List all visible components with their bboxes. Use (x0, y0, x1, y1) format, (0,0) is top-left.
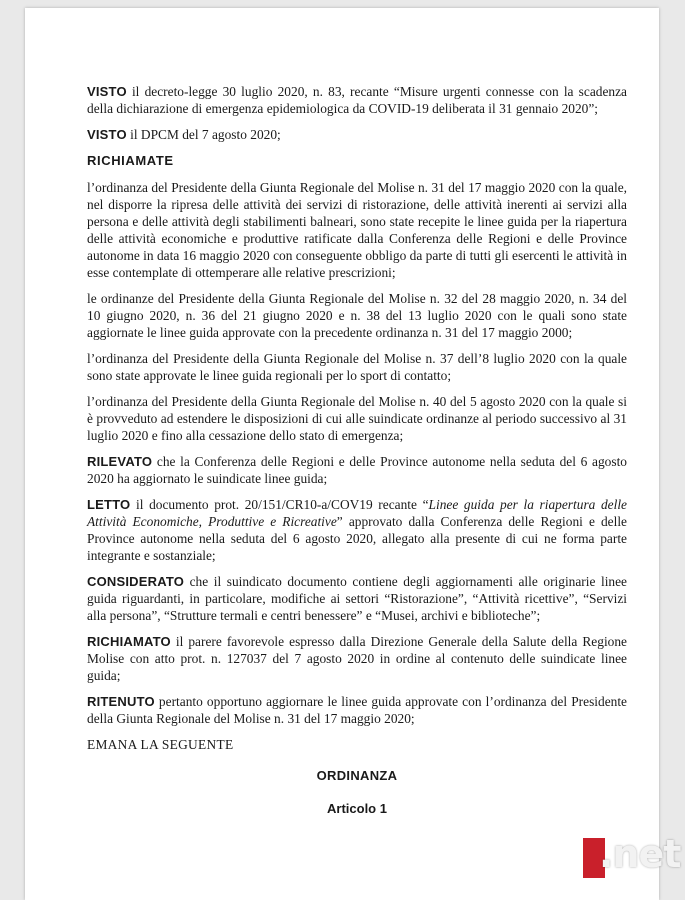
paragraph-richiamato: RICHIAMATO il parere favorevole espresso dalla Direzione Generale della Salute della Regione Molise con atto prot. n. 127037 del 7 agosto 2020 in ordine al contenuto delle suindicate linee guida; (87, 634, 627, 683)
keyword-rilevato: RILEVATO (87, 454, 153, 469)
document-page (25, 8, 659, 900)
keyword-considerato: CONSIDERATO (87, 574, 185, 589)
paragraph-visto-decreto: VISTO il decreto-legge 30 luglio 2020, n. 83, recante “Misure urgenti connesse con la scadenza della dichiarazione di emergenza epidemiologica da COVID-19 deliberata il 31 gennaio 2020”; (87, 84, 627, 116)
articolo-heading: Articolo 1 (327, 801, 387, 816)
paragraph-visto-dpcm: VISTO il DPCM del 7 agosto 2020; (87, 127, 281, 142)
watermark-text: .net (599, 832, 681, 876)
keyword-visto: VISTO (87, 84, 127, 99)
site-watermark-logo (581, 832, 681, 882)
paragraph-rilevato: RILEVATO che la Conferenza delle Regioni e delle Province autonome nella seduta del 6 agosto 2020 ha aggiornato le suindicate linee guida; (87, 454, 627, 486)
paragraph-ordinanza-40: l’ordinanza del Presidente della Giunta Regionale del Molise n. 40 del 5 agosto 2020 con la quale si è provveduto ad estendere le disposizioni di cui alle suindicate ordinanze al periodo successivo al 31 luglio 2020 e fino alla cessazione dello stato di emergenza; (87, 394, 627, 443)
paragraph-considerato: CONSIDERATO che il suindicato documento contiene degli aggiornamenti alle originarie linee guida riguardanti, in particolare, modifiche ai settori “Ristorazione”, “Attività ricettive”, “Servizi alla persona”, “Strutture termali e centri benessere” e “Musei, archivi e biblioteche”; (87, 574, 627, 623)
ordinanza-title: ORDINANZA (316, 768, 398, 783)
emana-line: EMANA LA SEGUENTE (87, 737, 234, 752)
document-body (87, 83, 627, 830)
paragraph-ordinanza-37: l’ordinanza del Presidente della Giunta Regionale del Molise n. 37 dell’8 luglio 2020 con la quale sono state approvate le linee guida regionali per lo sport di contatto; (87, 351, 627, 383)
document-title-italic: Linee guida per la riapertura delle Attività Economiche, Produttive e Ricreative (87, 497, 627, 529)
paragraph-ordinanza-31: l’ordinanza del Presidente della Giunta Regionale del Molise n. 31 del 17 maggio 2020 con la quale, nel disporre la ripresa delle attività dei servizi di ristorazione, delle attività inerenti ai servizi alla persona e delle attività degli stabilimenti balneari, sono state recepite le linee guida per la riapertura delle attività economiche e produttive ratificate dalla Conferenza delle Regioni e delle Province autonome in data 16 maggio 2020 con conseguente obbligo da parte di tutti gli esercenti le attività in esse contemplate di ottemperare alle relative prescrizioni; (87, 180, 627, 280)
heading-richiamate: RICHIAMATE (87, 153, 174, 168)
keyword-ritenuto: RITENUTO (87, 694, 155, 709)
keyword-visto: VISTO (87, 127, 127, 142)
keyword-letto: LETTO (87, 497, 131, 512)
keyword-richiamato: RICHIAMATO (87, 634, 171, 649)
paragraph-ritenuto: RITENUTO pertanto opportuno aggiornare le linee guida approvate con l’ordinanza del Presidente della Giunta Regionale del Molise n. 31 del 17 maggio 2020; (87, 694, 627, 726)
paragraph-ordinanze-32-38: le ordinanze del Presidente della Giunta Regionale del Molise n. 32 del 28 maggio 2020, n. 34 del 10 giugno 2020, n. 36 del 21 giugno 2020 e n. 38 del 13 luglio 2020 con le quali sono state aggiornate le linee guida approvate con la precedente ordinanza n. 31 del 17 maggio 2000; (87, 291, 627, 340)
paragraph-letto: LETTO il documento prot. 20/151/CR10-a/COV19 recante “Linee guida per la riapertura delle Attività Economiche, Produttive e Ricreative” approvato dalla Conferenza delle Regioni e delle Province autonome nella seduta del 6 agosto 2020, allegato alla presente di cui ne forma parte integrante e sostanziale; (87, 497, 628, 563)
